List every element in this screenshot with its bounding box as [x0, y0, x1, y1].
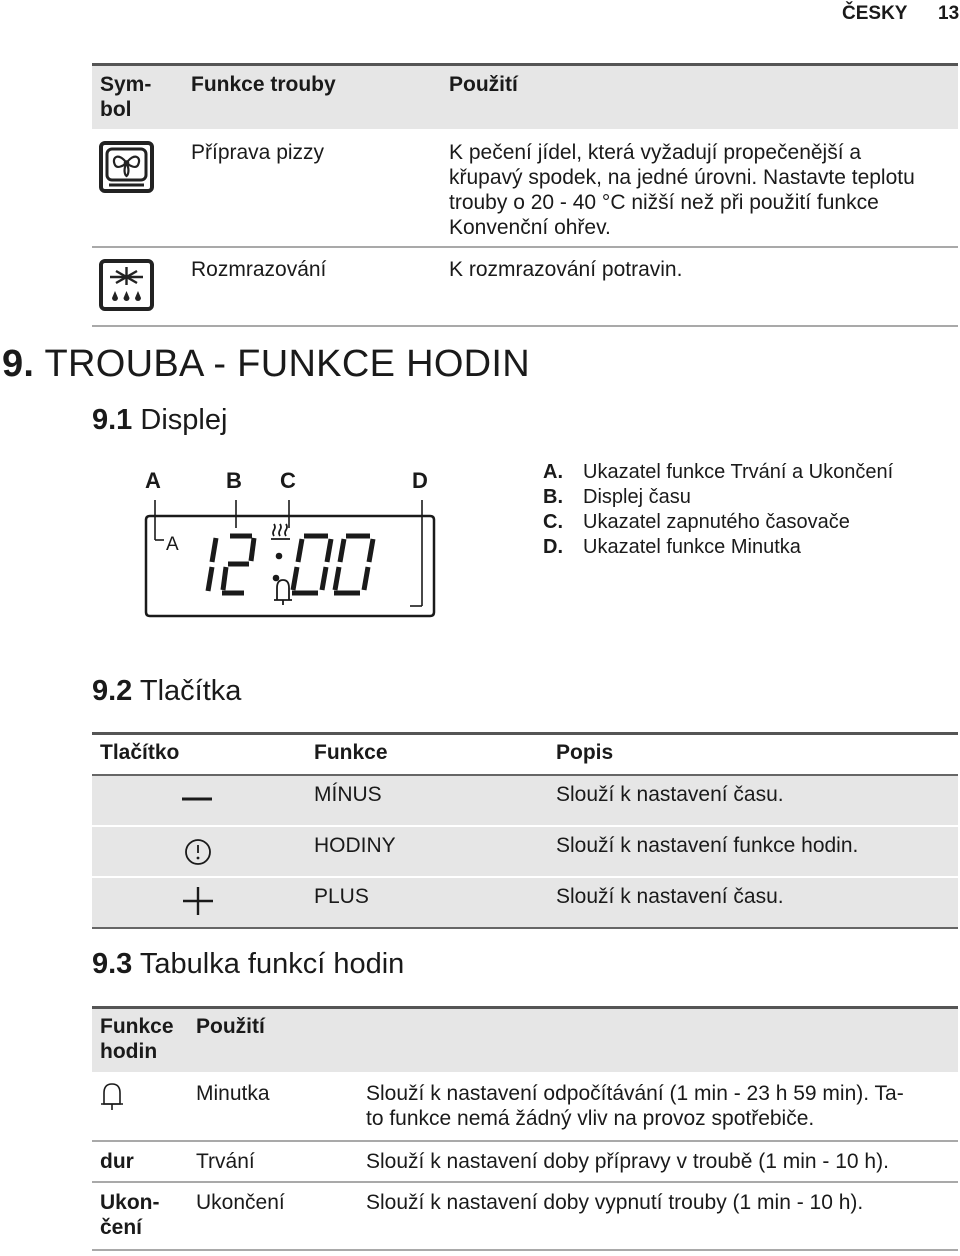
column-header-clock-function — [100, 1014, 174, 1064]
legend-item — [543, 485, 893, 510]
row-divider — [92, 774, 958, 776]
usage-line: K pečení jídel, která vyžadují propečenější a — [449, 141, 862, 164]
table-top-rule — [92, 1006, 958, 1009]
clock-function-symbol: dur — [100, 1150, 134, 1173]
diagram-label-b: B — [226, 468, 242, 493]
clock-function-description: Slouží k nastavení doby přípravy v troubě (1 min - 10 h). — [366, 1150, 889, 1173]
usage-line: křupavý spodek, na jedné úrovni. Nastavte teplotu — [449, 166, 915, 189]
table-bottom-rule — [92, 927, 958, 929]
symbol-line: Ukon- — [100, 1191, 160, 1214]
subsection-number: 9.2 — [92, 675, 133, 707]
legend-item — [543, 460, 893, 485]
subsection-heading — [92, 675, 241, 708]
button-function: MÍNUS — [314, 783, 382, 806]
description-line: to funkce nemá žádný vliv na provoz spotřebiče. — [366, 1107, 815, 1130]
legend-text: Ukazatel funkce Trvání a Ukončení — [583, 461, 894, 483]
column-header-line2: hodin — [100, 1040, 158, 1063]
legend-key: A. — [543, 461, 563, 483]
legend-key: D. — [543, 536, 563, 558]
row-divider — [92, 1181, 958, 1183]
minus-icon — [182, 794, 212, 804]
column-header-usage: Použití — [196, 1015, 265, 1038]
clock-function-name: Trvání — [196, 1150, 255, 1173]
legend-item — [543, 510, 893, 535]
subsection-title: Displej — [140, 404, 228, 436]
clock-function-symbol — [100, 1190, 160, 1240]
subsection-title: Tabulka funkcí hodin — [139, 948, 405, 980]
subsection-number: 9.3 — [92, 948, 133, 980]
row-divider — [92, 876, 958, 878]
function-usage — [449, 140, 915, 240]
clock-function-description — [366, 1081, 904, 1131]
clock-function-description: Slouží k nastavení doby vypnutí trouby (1 min - 10 h). — [366, 1191, 864, 1214]
column-header-usage: Použití — [449, 73, 518, 96]
table-top-rule — [92, 732, 958, 735]
column-header-button: Tlačítko — [100, 741, 180, 764]
button-function: PLUS — [314, 885, 369, 908]
column-header-description: Popis — [556, 741, 614, 764]
subsection-number: 9.1 — [92, 404, 133, 436]
subsection-title: Tlačítka — [139, 675, 242, 707]
diagram-label-d: D — [412, 468, 428, 493]
section-title: TROUBA - FUNKCE HODIN — [44, 343, 531, 385]
column-header-function: Funkce — [314, 741, 388, 764]
plus-icon — [183, 886, 213, 916]
display-legend — [543, 460, 893, 560]
table-top-rule — [92, 63, 958, 66]
section-number: 9. — [2, 343, 35, 385]
clock-icon — [184, 838, 212, 866]
legend-key: B. — [543, 486, 563, 508]
column-header-symbol — [100, 72, 151, 122]
column-header-line1: Funkce — [100, 1015, 174, 1038]
legend-text: Displej času — [583, 486, 691, 508]
legend-item — [543, 535, 893, 560]
table-bottom-rule — [92, 325, 958, 327]
legend-key: C. — [543, 511, 563, 533]
section-heading — [2, 343, 530, 386]
subsection-heading — [92, 948, 404, 981]
duration-indicator: A — [166, 534, 179, 555]
clock-function-name: Ukončení — [196, 1191, 285, 1214]
defrost-function-icon — [99, 259, 154, 311]
row-divider — [92, 825, 958, 827]
diagram-label-c: C — [280, 468, 296, 493]
subsection-heading — [92, 404, 227, 437]
bell-icon — [100, 1082, 124, 1112]
column-header-symbol-line2: bol — [100, 98, 132, 121]
usage-line: trouby o 20 - 40 °C nižší než při použití funkce — [449, 191, 879, 214]
diagram-label-a: A — [145, 468, 161, 493]
table-bottom-rule — [92, 1249, 958, 1251]
function-name: Rozmrazování — [191, 258, 327, 281]
legend-text: Ukazatel funkce Minutka — [583, 536, 801, 558]
column-header-function: Funkce trouby — [191, 73, 336, 96]
row-divider — [92, 1140, 958, 1142]
function-name: Příprava pizzy — [191, 141, 325, 164]
clock-function-name: Minutka — [196, 1082, 270, 1105]
button-description: Slouží k nastavení funkce hodin. — [556, 834, 859, 857]
legend-text: Ukazatel zapnutého časovače — [583, 511, 850, 533]
button-description: Slouží k nastavení času. — [556, 885, 784, 908]
description-line: Slouží k nastavení odpočítávání (1 min - 23 h 59 min). Ta- — [366, 1082, 904, 1105]
button-function: HODINY — [314, 834, 396, 857]
function-usage: K rozmrazování potravin. — [449, 258, 683, 281]
button-description: Slouží k nastavení času. — [556, 783, 784, 806]
column-header-symbol-line1: Sym- — [100, 73, 152, 96]
display-frame — [140, 492, 440, 618]
usage-line: Konvenční ohřev. — [449, 216, 611, 239]
pizza-function-icon — [99, 141, 154, 193]
row-divider — [92, 246, 958, 248]
header-language: ČESKY — [842, 3, 908, 24]
symbol-line: čení — [100, 1216, 143, 1239]
header-page-number: 13 — [938, 3, 960, 24]
